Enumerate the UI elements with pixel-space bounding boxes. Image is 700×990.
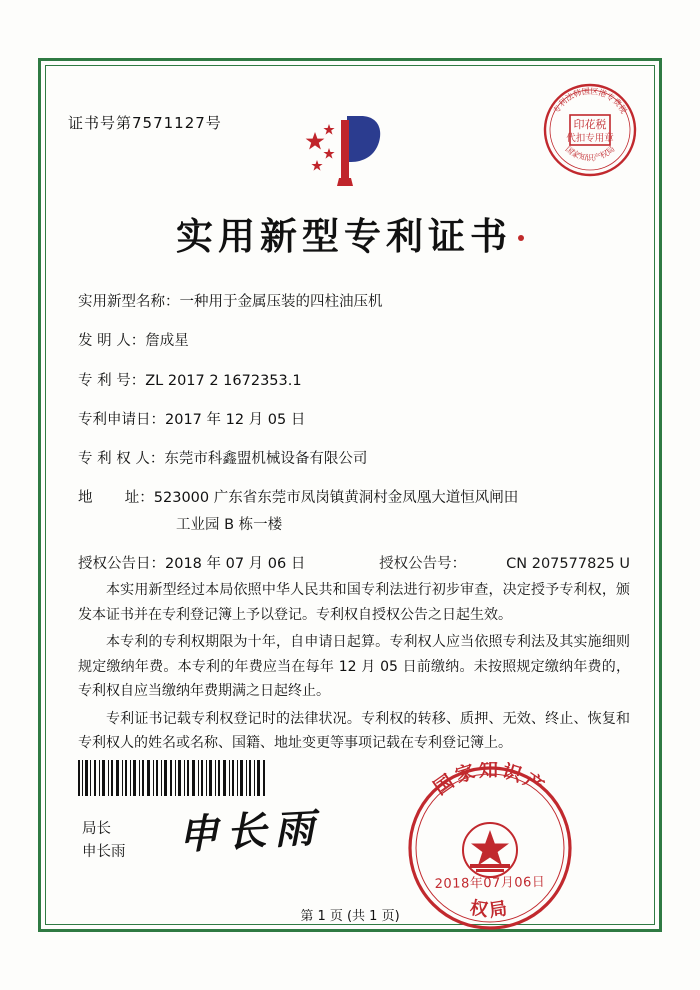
- grant-date-value: 2018 年 07 月 06 日: [165, 555, 306, 572]
- patent-logo-icon: [285, 112, 395, 190]
- svg-text:印花税: 印花税: [573, 118, 607, 131]
- frame-corner-top-left: [38, 58, 66, 86]
- field-label: 实用新型名称：: [78, 294, 180, 310]
- page-footer: 第 1 页 (共 1 页): [300, 909, 400, 924]
- page-title-text: 实用新型专利证书: [176, 214, 512, 258]
- svg-text:国家知识产权局: 国家知识产权局: [563, 144, 617, 163]
- field-row: [78, 371, 630, 393]
- frame-corner-top-right: [634, 58, 662, 86]
- field-value: 523000 广东省东莞市凤岗镇黄洞村金凤凰大道恒风闸田: [153, 490, 519, 507]
- address-second-line: 工业园 B 栋一楼: [176, 516, 283, 533]
- certificate-number: 证书号第7571127号: [68, 114, 222, 132]
- legal-paragraph: 专利证书记载专利权登记时的法律状况。专利权的转移、质押、无效、终止、恢复和专利权人的姓名或名称、国籍、地址变更等事项记载在专利登记簿上。: [78, 710, 630, 751]
- legal-text-block: [78, 578, 630, 759]
- legal-paragraph: 本实用新型经过本局依照中华人民共和国专利法进行初步审查，决定授予专利权，颁发本证书并在专利登记簿上予以登记。专利权自授权公告之日起生效。: [78, 582, 630, 623]
- grant-number-value: CN 207577825 U: [506, 555, 630, 572]
- seal-date: 2018年07月06日: [434, 875, 546, 892]
- director-role-label: 局长: [82, 821, 111, 837]
- field-label: 发 明 人：: [78, 333, 146, 350]
- field-label: 专利申请日：: [78, 411, 165, 428]
- svg-text:代扣专用章: 代扣专用章: [566, 133, 614, 144]
- legal-paragraph: 本专利的专利权期限为十年，自申请日起算。专利权人应当依照专利法及其实施细则规定缴纳年费。本专利的年费应当在每年 12 月 05 日前缴纳。未按照规定缴纳年费的，专利权自应当缴纳年费期满之日起终止。: [78, 634, 630, 699]
- field-value: 一种用于金属压装的四柱油压机: [179, 294, 383, 310]
- field-row: [78, 331, 630, 353]
- field-value: 东莞市科鑫盟机械设备有限公司: [164, 451, 368, 467]
- title-red-dot: [518, 235, 524, 241]
- field-label: 专 利 权 人：: [78, 451, 165, 467]
- field-row-grant: [78, 554, 630, 576]
- field-row-address: [78, 488, 630, 510]
- svg-text:权局: 权局: [468, 897, 512, 922]
- director-handwritten-signature: 申长雨: [177, 804, 324, 859]
- tax-stamp-seal: [542, 82, 638, 178]
- field-row: [78, 410, 630, 432]
- director-name-label: 申长雨: [82, 844, 126, 861]
- svg-text:国家知识产: 国家知识产: [429, 762, 551, 800]
- grant-date-label: 授权公告日：: [78, 555, 165, 572]
- field-list: [78, 292, 630, 593]
- field-row: [78, 449, 630, 471]
- field-label: 地 址：: [78, 490, 154, 507]
- field-label: 专 利 号：: [78, 372, 146, 389]
- field-value: 詹成星: [145, 333, 189, 350]
- signature-labels: [82, 818, 126, 864]
- field-value: ZL 2017 2 1672353.1: [145, 372, 302, 389]
- field-row: [78, 292, 630, 314]
- barcode: [78, 760, 266, 796]
- field-value: 2017 年 12 月 05 日: [165, 411, 306, 428]
- svg-text:专利法韩国区港专费税: 专利法韩国区港专费税: [551, 86, 629, 116]
- page-title: [0, 206, 700, 260]
- grant-number-label: 授权公告号：: [379, 555, 467, 572]
